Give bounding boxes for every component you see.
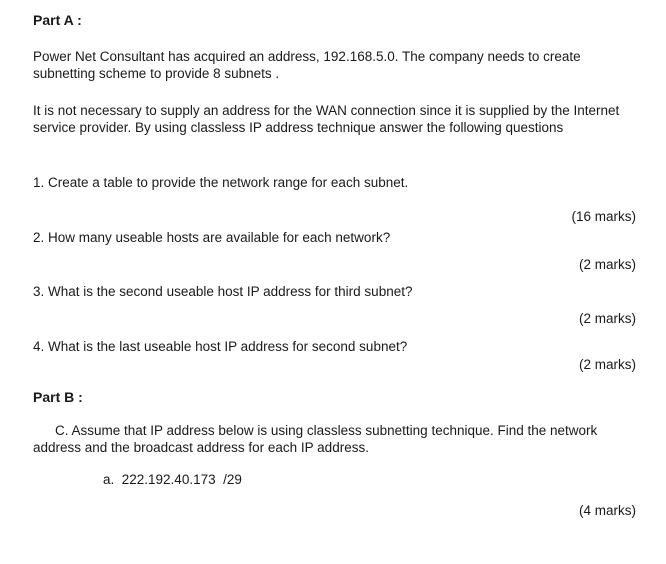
part-a-intro: Power Net Consultant has acquired an address, 192.168.5.0. The company needs to create subnetting scheme to provide 8 subnets .: [33, 49, 581, 81]
part-b-question: C. Assume that IP address below is using classless subnetting technique. Find the network address and the broadcast address for each IP address.: [33, 423, 598, 455]
question-1-marks: (16 marks): [571, 209, 636, 224]
part-a-note: It is not necessary to supply an address for the WAN connection since it is supplied by the Internet service provider. By using classless IP address technique answer the following questions: [33, 103, 620, 135]
part-a-heading: Part A :: [33, 12, 82, 28]
part-b-item-a: a. 222.192.40.173 /29: [103, 472, 242, 487]
question-1: 1. Create a table to provide the network range for each subnet.: [33, 175, 409, 190]
question-3-marks: (2 marks): [579, 311, 636, 326]
question-3: 3. What is the second useable host IP address for third subnet?: [33, 284, 413, 299]
part-b-heading: Part B :: [33, 389, 83, 405]
question-2: 2. How many useable hosts are available for each network?: [33, 230, 391, 245]
part-b-marks: (4 marks): [579, 503, 636, 518]
question-2-marks: (2 marks): [579, 257, 636, 272]
question-4: 4. What is the last useable host IP address for second subnet?: [33, 339, 408, 354]
question-4-marks: (2 marks): [579, 357, 636, 372]
